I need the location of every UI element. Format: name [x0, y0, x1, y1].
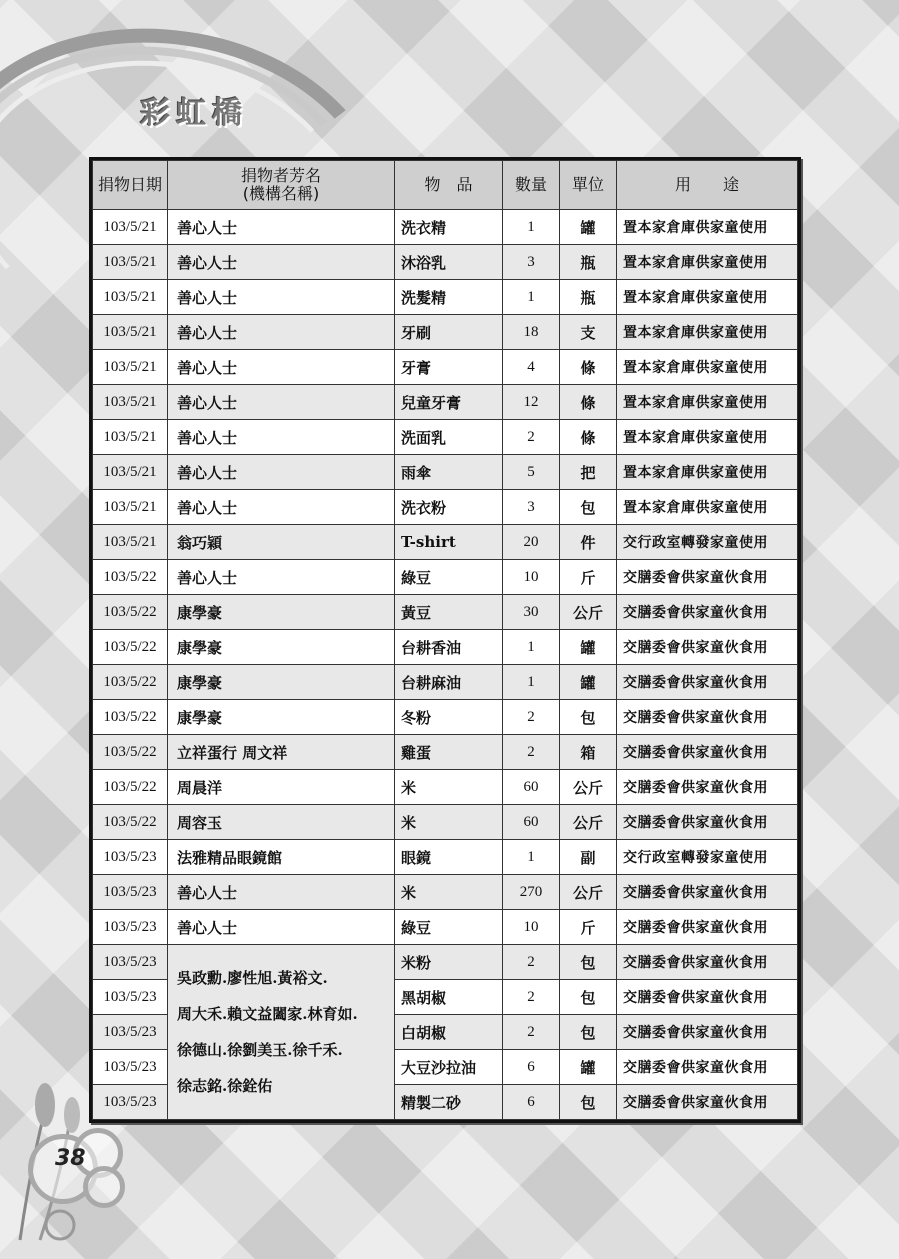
cell-use: 交膳委會供家童伙食用 — [617, 1085, 798, 1120]
cell-unit: 包 — [560, 490, 617, 525]
cell-date: 103/5/21 — [93, 525, 168, 560]
cell-unit: 包 — [560, 1015, 617, 1050]
cell-item: 洗衣精 — [395, 210, 503, 245]
cell-item: 兒童牙膏 — [395, 385, 503, 420]
cell-use: 交膳委會供家童伙食用 — [617, 770, 798, 805]
cell-donor-group — [168, 945, 395, 1120]
cell-unit: 把 — [560, 455, 617, 490]
cell-donor: 康學豪 — [168, 595, 395, 630]
cell-use: 交膳委會供家童伙食用 — [617, 945, 798, 980]
cell-item: 米 — [395, 805, 503, 840]
cell-date: 103/5/23 — [93, 1085, 168, 1120]
cell-unit: 瓶 — [560, 280, 617, 315]
table-row — [93, 315, 798, 350]
cell-donor: 立祥蛋行 周文祥 — [168, 735, 395, 770]
cell-qty: 60 — [503, 770, 560, 805]
cell-use: 交膳委會供家童伙食用 — [617, 980, 798, 1015]
cell-use: 交膳委會供家童伙食用 — [617, 735, 798, 770]
cell-unit: 包 — [560, 700, 617, 735]
cell-use: 交膳委會供家童伙食用 — [617, 560, 798, 595]
cell-donor: 康學豪 — [168, 665, 395, 700]
cell-qty: 1 — [503, 840, 560, 875]
cell-qty: 10 — [503, 560, 560, 595]
cell-item: 牙刷 — [395, 315, 503, 350]
cell-date: 103/5/23 — [93, 1050, 168, 1085]
cell-date: 103/5/23 — [93, 910, 168, 945]
masthead-title: 彩虹橋 — [140, 96, 248, 131]
cell-date: 103/5/22 — [93, 595, 168, 630]
cell-use: 置本家倉庫供家童使用 — [617, 245, 798, 280]
cell-item: 綠豆 — [395, 560, 503, 595]
table-row — [93, 910, 798, 945]
cell-date: 103/5/23 — [93, 1015, 168, 1050]
table-row — [93, 525, 798, 560]
cell-use: 置本家倉庫供家童使用 — [617, 210, 798, 245]
cell-item: 雨傘 — [395, 455, 503, 490]
cell-donor: 善心人士 — [168, 280, 395, 315]
table-row — [93, 210, 798, 245]
cell-use: 交膳委會供家童伙食用 — [617, 1015, 798, 1050]
cell-qty: 6 — [503, 1050, 560, 1085]
cell-unit: 公斤 — [560, 770, 617, 805]
table-row — [93, 665, 798, 700]
header-use: 用 途 — [617, 161, 798, 210]
cell-use: 交行政室轉發家童使用 — [617, 840, 798, 875]
donor-group-line: 徐志銘.徐銓佑 — [177, 1077, 273, 1095]
cell-donor: 善心人士 — [168, 420, 395, 455]
cell-donor: 善心人士 — [168, 910, 395, 945]
cell-use: 交膳委會供家童伙食用 — [617, 665, 798, 700]
cell-donor: 善心人士 — [168, 560, 395, 595]
table-row — [93, 700, 798, 735]
cell-date: 103/5/21 — [93, 385, 168, 420]
cell-use: 交膳委會供家童伙食用 — [617, 875, 798, 910]
cell-qty: 1 — [503, 630, 560, 665]
cell-qty: 1 — [503, 665, 560, 700]
cell-qty: 1 — [503, 210, 560, 245]
donor-group-line: 徐德山.徐劉美玉.徐千禾. — [177, 1041, 343, 1059]
table-row — [93, 840, 798, 875]
table-row — [93, 735, 798, 770]
header-donor — [168, 161, 395, 210]
cell-qty: 3 — [503, 245, 560, 280]
header-donor-line1: 捐物者芳名 — [240, 166, 321, 185]
cell-unit: 包 — [560, 980, 617, 1015]
cell-unit: 罐 — [560, 665, 617, 700]
cell-use: 置本家倉庫供家童使用 — [617, 385, 798, 420]
cell-item: 洗面乳 — [395, 420, 503, 455]
header-qty: 數量 — [503, 161, 560, 210]
cell-item: 沐浴乳 — [395, 245, 503, 280]
table-row — [93, 490, 798, 525]
header-donor-line2: (機構名稱) — [242, 184, 320, 203]
table-row — [93, 280, 798, 315]
cell-qty: 60 — [503, 805, 560, 840]
cell-unit: 瓶 — [560, 245, 617, 280]
cell-qty: 270 — [503, 875, 560, 910]
cell-date: 103/5/21 — [93, 210, 168, 245]
donor-group-line: 吳政勳.廖性旭.黃裕文. — [177, 969, 328, 987]
cell-date: 103/5/21 — [93, 490, 168, 525]
table-row — [93, 560, 798, 595]
cell-qty: 18 — [503, 315, 560, 350]
table-row — [93, 630, 798, 665]
cell-use: 置本家倉庫供家童使用 — [617, 420, 798, 455]
table-row — [93, 455, 798, 490]
cell-qty: 5 — [503, 455, 560, 490]
cell-use: 置本家倉庫供家童使用 — [617, 350, 798, 385]
cell-item: 綠豆 — [395, 910, 503, 945]
cell-qty: 6 — [503, 1085, 560, 1120]
donor-group-line: 周大禾.賴文益闔家.林育如. — [177, 1005, 358, 1023]
cell-qty: 30 — [503, 595, 560, 630]
cell-donor: 善心人士 — [168, 385, 395, 420]
cell-date: 103/5/21 — [93, 455, 168, 490]
cell-unit: 箱 — [560, 735, 617, 770]
cell-unit: 副 — [560, 840, 617, 875]
cell-item: 大豆沙拉油 — [395, 1050, 503, 1085]
cell-item: 米 — [395, 770, 503, 805]
cell-item: 牙膏 — [395, 350, 503, 385]
cell-item: 黃豆 — [395, 595, 503, 630]
cell-use: 交膳委會供家童伙食用 — [617, 805, 798, 840]
cell-item: 台耕香油 — [395, 630, 503, 665]
cell-date: 103/5/21 — [93, 280, 168, 315]
cell-donor: 善心人士 — [168, 875, 395, 910]
table-row — [93, 805, 798, 840]
table-row — [93, 385, 798, 420]
cell-date: 103/5/22 — [93, 735, 168, 770]
cell-unit: 罐 — [560, 630, 617, 665]
cell-item: 黑胡椒 — [395, 980, 503, 1015]
cell-date: 103/5/22 — [93, 770, 168, 805]
cell-qty: 2 — [503, 980, 560, 1015]
cell-qty: 4 — [503, 350, 560, 385]
page-number: 38 — [55, 1146, 86, 1171]
cell-qty: 12 — [503, 385, 560, 420]
cell-qty: 1 — [503, 280, 560, 315]
cell-donor: 善心人士 — [168, 315, 395, 350]
donation-table — [89, 157, 801, 1123]
cell-qty: 2 — [503, 735, 560, 770]
cell-item: T-shirt — [395, 525, 503, 560]
cell-date: 103/5/22 — [93, 700, 168, 735]
cell-qty: 20 — [503, 525, 560, 560]
cell-date: 103/5/23 — [93, 875, 168, 910]
header-unit: 單位 — [560, 161, 617, 210]
table-row — [93, 875, 798, 910]
cell-date: 103/5/23 — [93, 840, 168, 875]
cell-qty: 2 — [503, 700, 560, 735]
cell-unit: 公斤 — [560, 875, 617, 910]
cell-unit: 斤 — [560, 910, 617, 945]
cell-item: 台耕麻油 — [395, 665, 503, 700]
cell-unit: 包 — [560, 1085, 617, 1120]
cell-date: 103/5/23 — [93, 980, 168, 1015]
cell-qty: 2 — [503, 420, 560, 455]
cell-use: 置本家倉庫供家童使用 — [617, 315, 798, 350]
cell-use: 置本家倉庫供家童使用 — [617, 490, 798, 525]
cell-qty: 2 — [503, 1015, 560, 1050]
cell-item: 米粉 — [395, 945, 503, 980]
header-item: 物 品 — [395, 161, 503, 210]
cell-date: 103/5/22 — [93, 805, 168, 840]
cell-date: 103/5/21 — [93, 245, 168, 280]
cell-donor: 法雅精品眼鏡館 — [168, 840, 395, 875]
cell-unit: 條 — [560, 385, 617, 420]
cell-unit: 條 — [560, 420, 617, 455]
cell-donor: 康學豪 — [168, 700, 395, 735]
cell-use: 置本家倉庫供家童使用 — [617, 455, 798, 490]
cell-use: 置本家倉庫供家童使用 — [617, 280, 798, 315]
cell-unit: 件 — [560, 525, 617, 560]
cell-unit: 支 — [560, 315, 617, 350]
header-date: 捐物日期 — [93, 161, 168, 210]
cell-date: 103/5/22 — [93, 665, 168, 700]
cell-qty: 2 — [503, 945, 560, 980]
table-row — [93, 595, 798, 630]
cell-date: 103/5/22 — [93, 630, 168, 665]
cell-item: 洗髮精 — [395, 280, 503, 315]
cell-donor: 周晨洋 — [168, 770, 395, 805]
table-row — [93, 245, 798, 280]
cell-item: 精製二砂 — [395, 1085, 503, 1120]
table-row — [93, 420, 798, 455]
cell-unit: 包 — [560, 945, 617, 980]
cell-item: 洗衣粉 — [395, 490, 503, 525]
cell-use: 交膳委會供家童伙食用 — [617, 910, 798, 945]
cell-unit: 條 — [560, 350, 617, 385]
cell-item: 冬粉 — [395, 700, 503, 735]
cell-donor: 善心人士 — [168, 245, 395, 280]
table-row — [93, 770, 798, 805]
cell-unit: 罐 — [560, 1050, 617, 1085]
cell-date: 103/5/21 — [93, 350, 168, 385]
cell-donor: 康學豪 — [168, 630, 395, 665]
cell-donor: 善心人士 — [168, 490, 395, 525]
cell-date: 103/5/22 — [93, 560, 168, 595]
cell-qty: 3 — [503, 490, 560, 525]
cell-item: 米 — [395, 875, 503, 910]
cell-unit: 公斤 — [560, 595, 617, 630]
cell-qty: 10 — [503, 910, 560, 945]
cell-donor: 周容玉 — [168, 805, 395, 840]
cell-donor: 善心人士 — [168, 350, 395, 385]
cell-use: 交膳委會供家童伙食用 — [617, 1050, 798, 1085]
cell-item: 雞蛋 — [395, 735, 503, 770]
table-row — [93, 350, 798, 385]
cell-item: 眼鏡 — [395, 840, 503, 875]
cell-date: 103/5/21 — [93, 315, 168, 350]
table-row — [93, 945, 798, 980]
cell-item: 白胡椒 — [395, 1015, 503, 1050]
cell-donor: 翁巧穎 — [168, 525, 395, 560]
cell-unit: 公斤 — [560, 805, 617, 840]
cell-date: 103/5/21 — [93, 420, 168, 455]
cell-donor: 善心人士 — [168, 210, 395, 245]
cell-unit: 罐 — [560, 210, 617, 245]
cell-use: 交膳委會供家童伙食用 — [617, 595, 798, 630]
cell-donor: 善心人士 — [168, 455, 395, 490]
cell-unit: 斤 — [560, 560, 617, 595]
table-header-row — [93, 161, 798, 210]
cell-use: 交膳委會供家童伙食用 — [617, 630, 798, 665]
cell-use: 交行政室轉發家童使用 — [617, 525, 798, 560]
cell-date: 103/5/23 — [93, 945, 168, 980]
cell-use: 交膳委會供家童伙食用 — [617, 700, 798, 735]
